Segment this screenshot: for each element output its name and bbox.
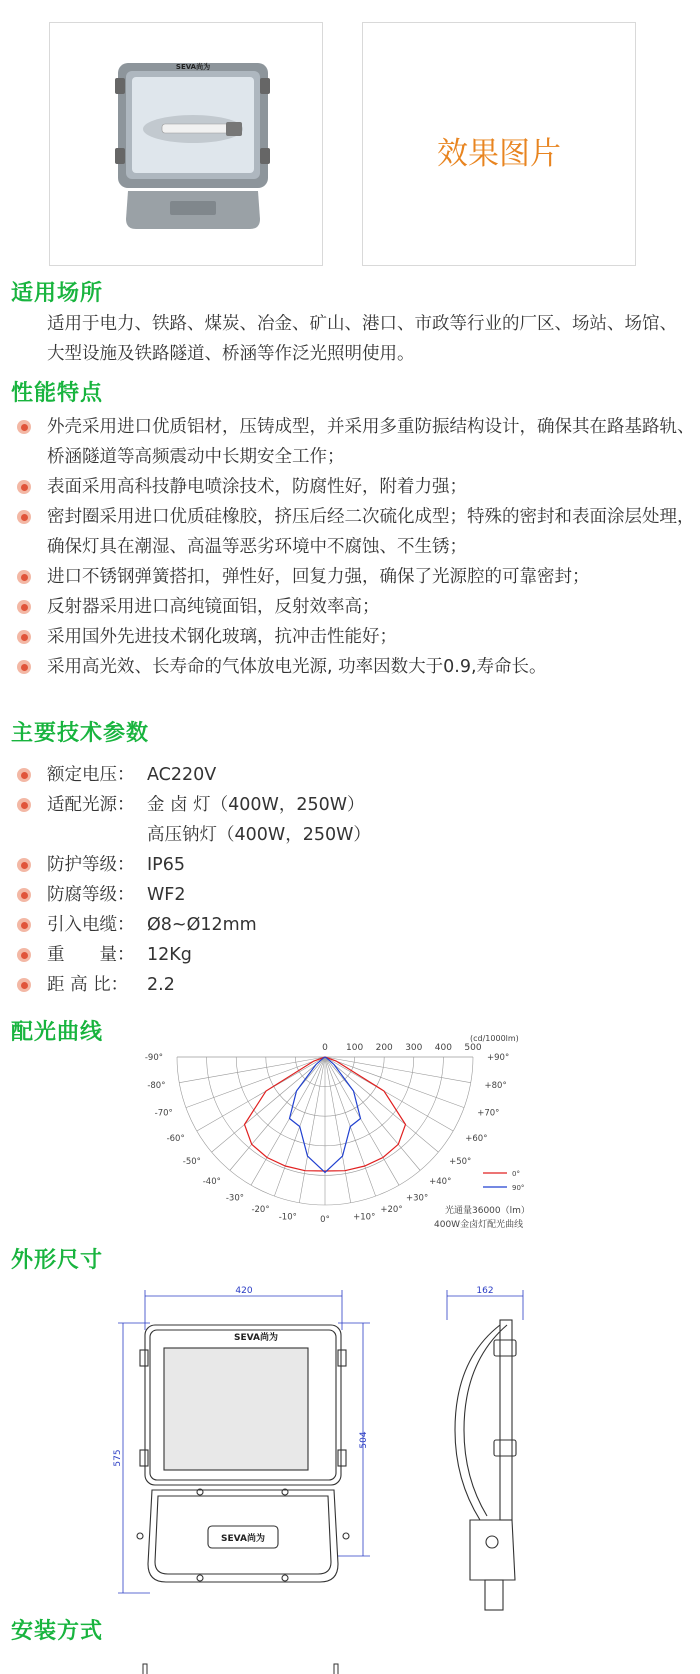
feature-item: 采用国外先进技术钢化玻璃，抗冲击性能好； — [16, 622, 696, 652]
feature-item: 密封圈采用进口优质硅橡胶，挤压后经二次硫化成型；特殊的密封和表面涂层处理，确保灯具在潮湿、高温等恶劣环境中不腐蚀、不生锈； — [16, 502, 696, 562]
spec-item-light-source: 适配光源： 金 卤 灯（400W，250W） — [16, 790, 696, 820]
light-distribution-chart — [0, 1034, 700, 1240]
spec-item-protection: 防护等级： IP65 — [16, 850, 696, 880]
bullet-icon — [17, 858, 31, 872]
effect-image-placeholder — [362, 22, 636, 266]
brand-logo: SEVA尚为 — [175, 63, 211, 71]
spec-item-weight: 重 量： 12Kg — [16, 940, 696, 970]
bullet-icon — [17, 660, 31, 674]
angle-label: +10° — [353, 1212, 376, 1223]
side-view — [455, 1320, 516, 1610]
product-photo — [49, 22, 323, 266]
section-title-applicable: 适用场所 — [11, 281, 104, 306]
radial-tick-label: 0 — [322, 1043, 328, 1053]
bullet-icon — [17, 918, 31, 932]
angle-label: +80° — [484, 1081, 507, 1092]
angle-label: +70° — [477, 1108, 500, 1119]
floodlight-image — [50, 23, 322, 265]
bullet-icon — [17, 630, 31, 644]
radial-unit-label: (cd/1000lm) — [470, 1034, 519, 1043]
angle-label: +50° — [449, 1157, 472, 1168]
angle-labels — [145, 1053, 509, 1225]
chart-title: 400W金卤灯配光曲线 — [434, 1220, 524, 1230]
angle-label: 0° — [320, 1215, 330, 1225]
bullet-icon — [17, 600, 31, 614]
dim-height-total-label: 575 — [113, 1449, 123, 1467]
dim-width-label: 420 — [235, 1286, 253, 1296]
dim-depth-label: 162 — [476, 1286, 494, 1296]
bullet-icon — [17, 948, 31, 962]
radial-tick-label: 200 — [375, 1043, 393, 1053]
angle-label: +60° — [465, 1134, 488, 1144]
angle-label: -90° — [144, 1053, 163, 1063]
angle-label: -50° — [182, 1157, 201, 1168]
section-title-install: 安装方式 — [11, 1619, 104, 1644]
radial-tick-label: 300 — [405, 1043, 423, 1053]
bullet-icon — [17, 978, 31, 992]
feature-item: 表面采用高科技静电喷涂技术，防腐性好，附着力强； — [16, 472, 696, 502]
angle-label: -10° — [278, 1212, 297, 1223]
angle-label: -70° — [154, 1108, 173, 1119]
features-list — [16, 412, 696, 682]
feature-item: 外壳采用进口优质铝材，压铸成型，并采用多重防振结构设计，确保其在路基路轨、桥涵隧道等高频震动中长期安全工作； — [16, 412, 696, 472]
spec-item-cable: 引入电缆： Ø8~Ø12mm — [16, 910, 696, 940]
front-view-logo: SEVA尚为 — [234, 1333, 278, 1343]
section-title-light-curve: 配光曲线 — [11, 1020, 104, 1045]
feature-item: 反射器采用进口高纯镜面铝，反射效率高； — [16, 592, 696, 622]
section-title-features: 性能特点 — [11, 381, 104, 406]
feature-item: 采用高光效、长寿命的气体放电光源, 功率因数大于0.9,寿命长。 — [16, 652, 696, 682]
angle-label: +20° — [380, 1205, 403, 1216]
section-title-dimensions: 外形尺寸 — [11, 1248, 104, 1273]
bullet-icon — [17, 480, 31, 494]
angle-label: -80° — [147, 1081, 166, 1092]
dim-height-upper-label: 504 — [359, 1431, 369, 1449]
feature-item: 进口不锈钢弹簧搭扣，弹性好，回复力强，确保了光源腔的可靠密封； — [16, 562, 696, 592]
angle-label: +90° — [487, 1053, 510, 1063]
radial-tick-label: 400 — [434, 1043, 452, 1053]
angle-label: -20° — [251, 1205, 270, 1216]
angle-label: +40° — [429, 1177, 452, 1188]
chart-legend — [483, 1170, 524, 1192]
angle-label: +30° — [406, 1193, 429, 1204]
applicable-text: 适用于电力、铁路、煤炭、冶金、矿山、港口、市政等行业的厂区、场站、场馆、大型设施及铁路隧道、桥涵等作泛光照明使用。 — [47, 314, 677, 364]
bullet-icon — [17, 510, 31, 524]
angle-label: -60° — [166, 1134, 185, 1144]
radial-tick-labels — [322, 1043, 482, 1053]
bullet-icon — [17, 768, 31, 782]
dimension-drawing — [0, 1280, 700, 1610]
install-drawing-top — [0, 1662, 700, 1674]
spec-item-light-source-2: 高压钠灯（400W，250W） — [147, 825, 371, 845]
section-title-specs: 主要技术参数 — [11, 721, 150, 746]
radial-tick-label: 500 — [464, 1043, 482, 1053]
spec-item-ratio: 距 高 比： 2.2 — [16, 970, 696, 1000]
spec-item-voltage: 额定电压： AC220V — [16, 760, 696, 790]
bullet-icon — [17, 570, 31, 584]
luminous-flux-note: 光通量36000（lm） — [445, 1206, 530, 1216]
bullet-icon — [17, 888, 31, 902]
effect-image-label: 效果图片 — [437, 136, 561, 172]
radial-tick-label: 100 — [346, 1043, 364, 1053]
base-logo: SEVA尚为 — [221, 1534, 265, 1544]
bullet-icon — [17, 798, 31, 812]
legend-label: 0° — [512, 1170, 520, 1178]
angle-label: -30° — [225, 1193, 244, 1204]
legend-label: 90° — [512, 1184, 525, 1192]
angle-label: -40° — [202, 1177, 221, 1188]
specs-list — [16, 760, 696, 1000]
spec-item-corrosion: 防腐等级： WF2 — [16, 880, 696, 910]
bullet-icon — [17, 420, 31, 434]
